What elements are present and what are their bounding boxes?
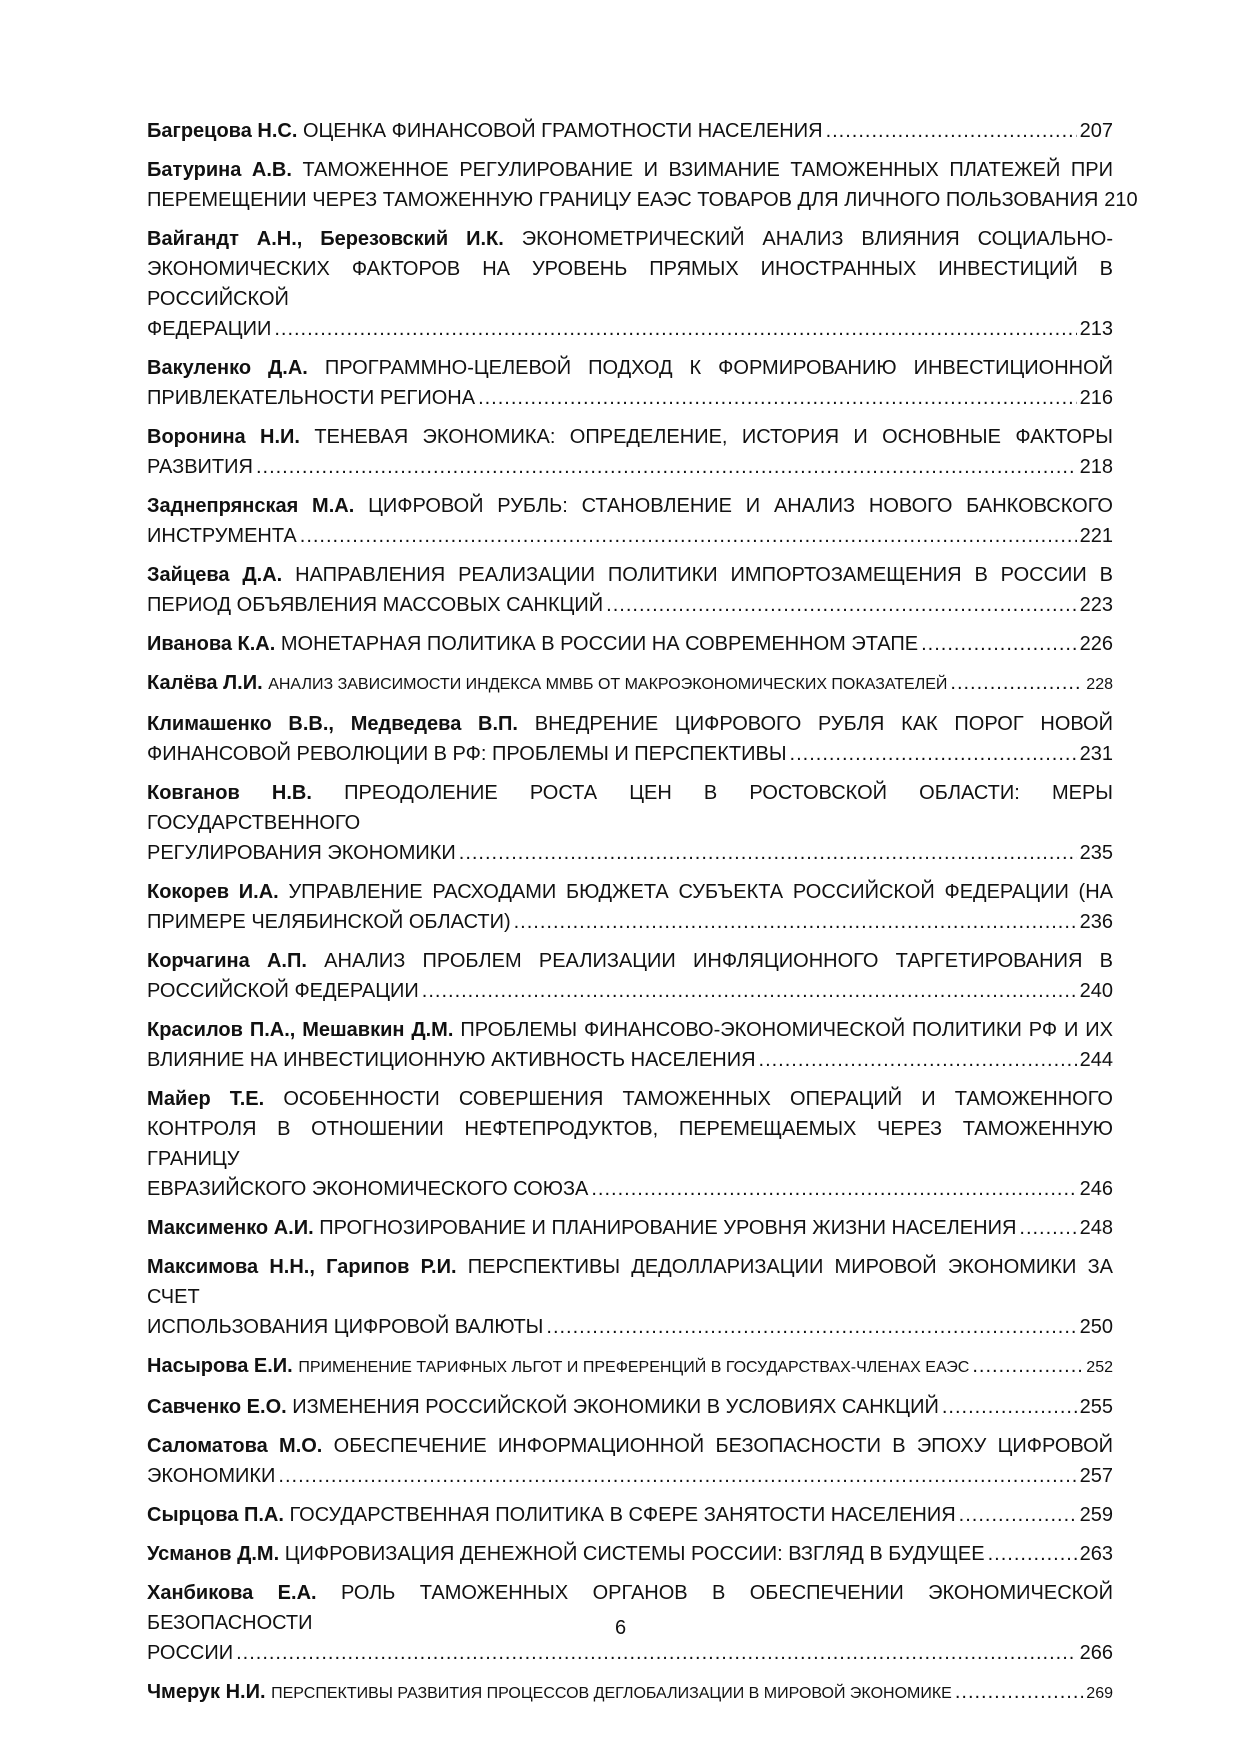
toc-entry-line	[147, 1500, 1113, 1530]
toc-title-lead: НАПРАВЛЕНИЯ РЕАЛИЗАЦИИ ПОЛИТИКИ ИМПОРТОЗАМЕЩЕНИЯ В РОССИИ В	[295, 564, 1113, 586]
toc-author: Насырова Е.И.	[147, 1355, 293, 1377]
toc-entry[interactable]	[147, 1351, 1113, 1383]
toc-page-ref: 244	[1079, 1049, 1113, 1071]
page-number: 6	[614, 1617, 627, 1639]
toc-entry-lastline	[147, 907, 1113, 937]
toc-entry[interactable]	[147, 1431, 1113, 1491]
toc-title-lead: ЦИФРОВОЙ РУБЛЬ: СТАНОВЛЕНИЕ И АНАЛИЗ НОВОГО БАНКОВСКОГО	[368, 495, 1113, 517]
toc-entry-lastline	[147, 521, 1113, 551]
toc-entry-text	[147, 1500, 956, 1530]
toc-title: ПРИМЕНЕНИЕ ТАРИФНЫХ ЛЬГОТ И ПРЕФЕРЕНЦИЙ В ГОСУДАРСТВАХ-ЧЛЕНАХ ЕАЭС	[298, 1359, 970, 1376]
toc-title-lead: ОБЕСПЕЧЕНИЕ ИНФОРМАЦИОННОЙ БЕЗОПАСНОСТИ В ЭПОХУ ЦИФРОВОЙ	[333, 1435, 1114, 1457]
toc-title-lead: ПРЕОДОЛЕНИЕ РОСТА ЦЕН В РОСТОВСКОЙ ОБЛАСТИ: МЕРЫ ГОСУДАРСТВЕННОГО	[147, 782, 1113, 834]
toc-entry[interactable]	[147, 1084, 1113, 1204]
dot-leader	[942, 1392, 1077, 1422]
toc-author: Майер Т.Е.	[147, 1088, 265, 1110]
toc-title: ПЕРСПЕКТИВЫ РАЗВИТИЯ ПРОЦЕССОВ ДЕГЛОБАЛИЗАЦИИ В МИРОВОЙ ЭКОНОМИКЕ	[271, 1685, 952, 1702]
toc-entry[interactable]	[147, 946, 1113, 1006]
toc-author: Заднепрянская М.А.	[147, 495, 355, 517]
toc-entry-lastline	[147, 838, 1113, 868]
toc-title-lead: ПРОГРАММНО-ЦЕЛЕВОЙ ПОДХОД К ФОРМИРОВАНИЮ ИНВЕСТИЦИОННОЙ	[324, 357, 1114, 379]
dot-leader	[300, 521, 1077, 551]
toc-entry-lead	[147, 778, 1113, 838]
toc-page-ref: 236	[1079, 911, 1113, 933]
toc-entry-lead	[147, 560, 1113, 590]
toc-page-ref: 213	[1079, 318, 1113, 340]
toc-page-ref: 266	[1079, 1642, 1113, 1664]
toc-title: ЦИФРОВИЗАЦИЯ ДЕНЕЖНОЙ СИСТЕМЫ РОССИИ: ВЗГЛЯД В БУДУЩЕЕ	[284, 1543, 985, 1565]
toc-entry[interactable]	[147, 778, 1113, 868]
toc-entry[interactable]	[147, 116, 1113, 146]
toc-title-end: ПРИМЕРЕ ЧЕЛЯБИНСКОЙ ОБЛАСТИ)	[147, 911, 511, 933]
toc-title: АНАЛИЗ ЗАВИСИМОСТИ ИНДЕКСА ММВБ ОТ МАКРОЭКОНОМИЧЕСКИХ ПОКАЗАТЕЛЕЙ	[268, 676, 948, 693]
toc-page-ref: 246	[1079, 1178, 1113, 1200]
toc-entry-text	[147, 116, 823, 146]
toc-author: Ханбикова Е.А.	[147, 1582, 317, 1604]
toc-entry[interactable]	[147, 155, 1138, 215]
toc-title-lead: ПРОБЛЕМЫ ФИНАНСОВО-ЭКОНОМИЧЕСКОЙ ПОЛИТИКИ РФ И ИХ	[460, 1019, 1113, 1041]
toc-author: Батурина А.В.	[147, 159, 292, 181]
dot-leader	[546, 1312, 1076, 1342]
dot-leader	[606, 590, 1076, 620]
toc-author: Багрецова Н.С.	[147, 120, 298, 142]
toc-entry[interactable]	[147, 1500, 1113, 1530]
toc-entry-lastline	[147, 590, 1113, 620]
toc-entry-lastline	[147, 739, 1113, 769]
toc-page-ref: 250	[1079, 1316, 1113, 1338]
toc-entry[interactable]	[147, 877, 1113, 937]
toc-entry[interactable]	[147, 1539, 1113, 1569]
toc-entry-text	[147, 1351, 969, 1383]
toc-title-lead: РОЛЬ ТАМОЖЕННЫХ ОРГАНОВ В ОБЕСПЕЧЕНИИ ЭКОНОМИЧЕСКОЙ БЕЗОПАСНОСТИ	[147, 1582, 1113, 1634]
toc-entry-lastline	[147, 1461, 1113, 1491]
dot-leader	[478, 383, 1077, 413]
dot-leader	[1019, 1213, 1076, 1243]
toc-entry-line	[147, 1213, 1113, 1243]
toc-entry-lastline	[147, 452, 1113, 482]
dot-leader	[955, 1677, 1083, 1707]
toc-entry-line	[147, 1539, 1113, 1569]
table-of-contents	[147, 116, 1138, 1718]
toc-title-end: РАЗВИТИЯ	[147, 456, 253, 478]
toc-entry[interactable]	[147, 1392, 1113, 1422]
toc-entry[interactable]	[147, 1677, 1113, 1709]
toc-page-ref: 263	[1079, 1543, 1113, 1565]
toc-entry[interactable]	[147, 224, 1113, 344]
toc-entry-text	[147, 1677, 952, 1709]
toc-title-end: ФЕДЕРАЦИИ	[147, 318, 272, 340]
toc-entry-line	[147, 116, 1113, 146]
toc-page-ref: 207	[1079, 120, 1113, 142]
toc-title-lead: ПЕРСПЕКТИВЫ ДЕДОЛЛАРИЗАЦИИ МИРОВОЙ ЭКОНОМИКИ ЗА СЧЕТ	[147, 1256, 1113, 1308]
toc-title-lead: ЭКОНОМЕТРИЧЕСКИЙ АНАЛИЗ ВЛИЯНИЯ СОЦИАЛЬНО-ЭКОНОМИЧЕСКИХ ФАКТОРОВ НА УРОВЕНЬ ПРЯМЫХ ИНОСТРАННЫХ ИНВЕСТИЦИЙ В РОССИЙСКОЙ	[147, 228, 1114, 310]
dot-leader	[759, 1045, 1077, 1075]
toc-entry-text	[147, 668, 947, 700]
toc-author: Калёва Л.И.	[147, 672, 263, 694]
toc-entry[interactable]	[147, 1252, 1113, 1342]
toc-title-lead: УПРАВЛЕНИЕ РАСХОДАМИ БЮДЖЕТА СУБЪЕКТА РОССИЙСКОЙ ФЕДЕРАЦИИ (НА	[288, 881, 1113, 903]
toc-entry-lastline	[147, 1312, 1113, 1342]
toc-page-ref: 210	[1104, 189, 1138, 211]
dot-leader	[459, 838, 1077, 868]
toc-entry-lastline	[147, 314, 1113, 344]
toc-title-end: ФИНАНСОВОЙ РЕВОЛЮЦИИ В РФ: ПРОБЛЕМЫ И ПЕРСПЕКТИВЫ	[147, 743, 787, 765]
toc-author: Корчагина А.П.	[147, 950, 307, 972]
toc-title: МОНЕТАРНАЯ ПОЛИТИКА В РОССИИ НА СОВРЕМЕННОМ ЭТАПЕ	[280, 633, 919, 655]
dot-leader	[591, 1174, 1076, 1204]
toc-page-ref: 235	[1079, 842, 1113, 864]
toc-title-end: ПРИВЛЕКАТЕЛЬНОСТИ РЕГИОНА	[147, 387, 476, 409]
toc-title: ГОСУДАРСТВЕННАЯ ПОЛИТИКА В СФЕРЕ ЗАНЯТОСТИ НАСЕЛЕНИЯ	[289, 1504, 956, 1526]
toc-page-ref: 218	[1079, 456, 1113, 478]
toc-author: Вакуленко Д.А.	[147, 357, 308, 379]
toc-page-ref: 216	[1079, 387, 1113, 409]
toc-author: Саломатова М.О.	[147, 1435, 323, 1457]
toc-author: Кокорев И.А.	[147, 881, 279, 903]
toc-entry-text	[147, 629, 918, 659]
toc-title-lead: ТЕНЕВАЯ ЭКОНОМИКА: ОПРЕДЕЛЕНИЕ, ИСТОРИЯ И ОСНОВНЫЕ ФАКТОРЫ	[314, 426, 1113, 448]
toc-page-ref: 231	[1079, 743, 1113, 765]
toc-page-ref: 223	[1079, 594, 1113, 616]
toc-entry-line	[147, 1677, 1113, 1709]
toc-page-ref: 255	[1079, 1396, 1113, 1418]
toc-entry[interactable]	[147, 353, 1113, 413]
toc-page-ref: 269	[1086, 1685, 1113, 1702]
toc-page-ref: 259	[1079, 1504, 1113, 1526]
toc-page-ref: 248	[1079, 1217, 1113, 1239]
toc-title-end: ЭКОНОМИКИ	[147, 1465, 276, 1487]
toc-entry[interactable]	[147, 1213, 1113, 1243]
toc-entry-lead	[147, 491, 1113, 521]
dot-leader	[988, 1539, 1077, 1569]
toc-author: Сырцова П.А.	[147, 1504, 284, 1526]
toc-page-ref: 226	[1079, 633, 1113, 655]
toc-title-lead: ОСОБЕННОСТИ СОВЕРШЕНИЯ ТАМОЖЕННЫХ ОПЕРАЦИЙ И ТАМОЖЕННОГО КОНТРОЛЯ В ОТНОШЕНИИ НЕФТЕПРОДУКТОВ, ПЕРЕМЕЩАЕМЫХ ЧЕРЕЗ ТАМОЖЕННУЮ ГРАНИЦУ	[147, 1088, 1113, 1170]
dot-leader	[950, 668, 1083, 698]
toc-entry-line	[147, 1392, 1113, 1422]
toc-title-end: ПЕРЕМЕЩЕНИИ ЧЕРЕЗ ТАМОЖЕННУЮ ГРАНИЦУ ЕАЭС ТОВАРОВ ДЛЯ ЛИЧНОГО ПОЛЬЗОВАНИЯ	[147, 189, 1099, 211]
toc-entry-lead	[147, 1084, 1113, 1174]
toc-entry-lastline	[147, 1174, 1113, 1204]
toc-entry[interactable]	[147, 422, 1113, 482]
toc-entry-lead	[147, 224, 1113, 314]
toc-entry-lead	[147, 1015, 1113, 1045]
toc-author: Ковганов Н.В.	[147, 782, 312, 804]
toc-title-lead: АНАЛИЗ ПРОБЛЕМ РЕАЛИЗАЦИИ ИНФЛЯЦИОННОГО ТАРГЕТИРОВАНИЯ В	[324, 950, 1113, 972]
toc-entry-line	[147, 1351, 1113, 1383]
toc-title-end: ИНСТРУМЕНТА	[147, 525, 297, 547]
toc-entry-text	[147, 1392, 939, 1422]
toc-author: Савченко Е.О.	[147, 1396, 287, 1418]
toc-entry-lastline	[147, 1045, 1113, 1075]
toc-author: Воронина Н.И.	[147, 426, 300, 448]
toc-page-ref: 221	[1079, 525, 1113, 547]
toc-entry-lastline	[147, 383, 1113, 413]
toc-entry-text	[147, 1213, 1016, 1243]
toc-author: Вайгандт А.Н., Березовский И.К.	[147, 228, 504, 250]
dot-leader	[514, 907, 1077, 937]
dot-leader	[274, 314, 1076, 344]
toc-page-ref: 228	[1086, 676, 1113, 693]
toc-entry-lead	[147, 1431, 1113, 1461]
toc-entry-line	[147, 668, 1113, 700]
toc-entry[interactable]	[147, 668, 1113, 700]
dot-leader	[972, 1351, 1083, 1381]
toc-entry-lead	[147, 353, 1113, 383]
toc-entry-lead	[147, 946, 1113, 976]
dot-leader	[422, 976, 1077, 1006]
toc-title-end: РЕГУЛИРОВАНИЯ ЭКОНОМИКИ	[147, 842, 456, 864]
toc-entry-text	[147, 1539, 985, 1569]
toc-title-lead: ТАМОЖЕННОЕ РЕГУЛИРОВАНИЕ И ВЗИМАНИЕ ТАМОЖЕННЫХ ПЛАТЕЖЕЙ ПРИ	[302, 159, 1113, 181]
dot-leader	[826, 116, 1077, 146]
toc-author: Зайцева Д.А.	[147, 564, 283, 586]
toc-entry[interactable]	[147, 1015, 1113, 1075]
toc-page-ref: 240	[1079, 980, 1113, 1002]
toc-author: Иванова К.А.	[147, 633, 276, 655]
toc-author: Максименко А.И.	[147, 1217, 314, 1239]
toc-entry-lead	[147, 1252, 1113, 1312]
toc-title-end: ИСПОЛЬЗОВАНИЯ ЦИФРОВОЙ ВАЛЮТЫ	[147, 1316, 544, 1338]
toc-author: Усманов Д.М.	[147, 1543, 280, 1565]
toc-entry-lead	[147, 422, 1113, 452]
toc-title-end: ПЕРИОД ОБЪЯВЛЕНИЯ МАССОВЫХ САНКЦИЙ	[147, 594, 604, 616]
dot-leader	[278, 1461, 1076, 1491]
toc-author: Чмерук Н.И.	[147, 1681, 266, 1703]
dot-leader	[959, 1500, 1077, 1530]
toc-entry[interactable]	[147, 629, 1113, 659]
toc-entry-lead	[147, 155, 1113, 185]
toc-entry-lead	[147, 877, 1113, 907]
dot-leader	[256, 452, 1077, 482]
toc-entry[interactable]	[147, 560, 1113, 620]
dot-leader	[921, 629, 1077, 659]
dot-leader	[790, 739, 1077, 769]
toc-title: ОЦЕНКА ФИНАНСОВОЙ ГРАМОТНОСТИ НАСЕЛЕНИЯ	[302, 120, 823, 142]
toc-entry[interactable]	[147, 491, 1113, 551]
dot-leader	[236, 1638, 1077, 1668]
toc-entry-line	[147, 629, 1113, 659]
toc-entry-lead	[147, 709, 1113, 739]
toc-author: Красилов П.А., Мешавкин Д.М.	[147, 1019, 454, 1041]
toc-title-end: ЕВРАЗИЙСКОГО ЭКОНОМИЧЕСКОГО СОЮЗА	[147, 1178, 589, 1200]
toc-title-end: РОССИИ	[147, 1642, 234, 1664]
toc-author: Максимова Н.Н., Гарипов Р.И.	[147, 1256, 457, 1278]
toc-author: Климашенко В.В., Медведева В.П.	[147, 713, 518, 735]
toc-entry[interactable]	[147, 709, 1113, 769]
toc-entry-lastline	[147, 1638, 1113, 1668]
toc-entry-lastline	[147, 976, 1113, 1006]
toc-title-end: ВЛИЯНИЕ НА ИНВЕСТИЦИОННУЮ АКТИВНОСТЬ НАСЕЛЕНИЯ	[147, 1049, 756, 1071]
toc-title-end: РОССИЙСКОЙ ФЕДЕРАЦИИ	[147, 980, 419, 1002]
toc-title: ИЗМЕНЕНИЯ РОССИЙСКОЙ ЭКОНОМИКИ В УСЛОВИЯХ САНКЦИЙ	[292, 1396, 939, 1418]
toc-entry-lastline	[147, 185, 1138, 215]
toc-page-ref: 257	[1079, 1465, 1113, 1487]
toc-title: ПРОГНОЗИРОВАНИЕ И ПЛАНИРОВАНИЕ УРОВНЯ ЖИЗНИ НАСЕЛЕНИЯ	[319, 1217, 1017, 1239]
toc-title-lead: ВНЕДРЕНИЕ ЦИФРОВОГО РУБЛЯ КАК ПОРОГ НОВОЙ	[534, 713, 1113, 735]
toc-page-ref: 252	[1086, 1359, 1113, 1376]
